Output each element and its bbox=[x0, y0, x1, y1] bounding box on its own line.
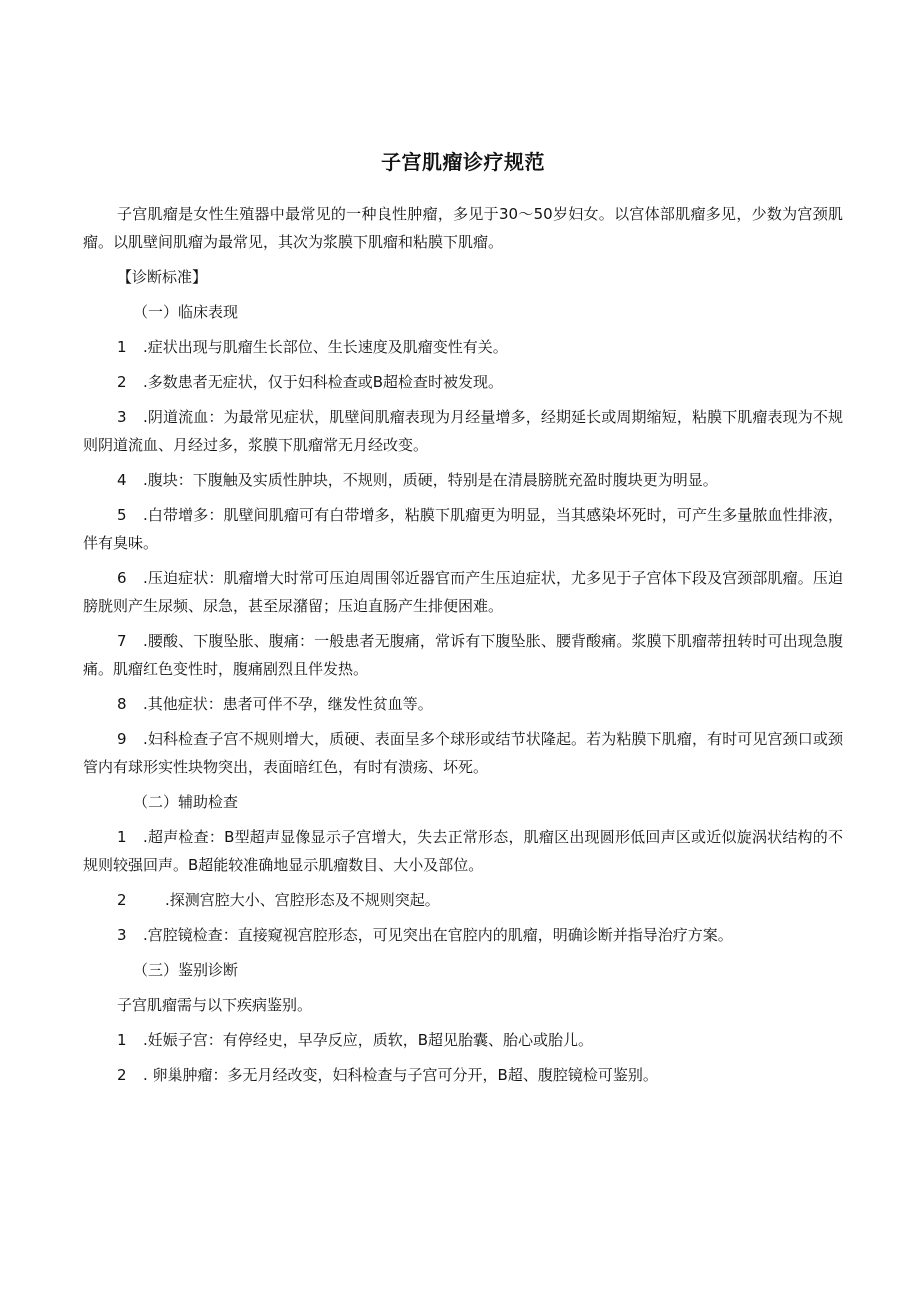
item-text: .阴道流血：为最常见症状，肌壁间肌瘤表现为月经量增多，经期延长或周期缩短，粘膜下肌瘤表现为不规则阴道流血、月经过多，浆膜下肌瘤常无月经改变。 bbox=[83, 408, 843, 454]
item-text: .多数患者无症状，仅于妇科检查或B超检查时被发现。 bbox=[143, 373, 504, 391]
item-number: 2 bbox=[117, 891, 127, 909]
auxiliary-item bbox=[83, 921, 843, 949]
clinical-item bbox=[83, 501, 843, 557]
clinical-item bbox=[83, 368, 843, 396]
item-number: 2 bbox=[117, 1066, 127, 1084]
document-body bbox=[83, 200, 843, 1096]
document-title: 子宫肌瘤诊疗规范 bbox=[381, 150, 545, 174]
item-number: 7 bbox=[117, 632, 127, 650]
item-text: .症状出现与肌瘤生长部位、生长速度及肌瘤变性有关。 bbox=[143, 338, 508, 356]
differential-intro: 子宫肌瘤需与以下疾病鉴别。 bbox=[117, 996, 313, 1014]
item-text: .探测宫腔大小、宫腔形态及不规则突起。 bbox=[165, 891, 440, 909]
item-number: 3 bbox=[117, 408, 127, 426]
auxiliary-item bbox=[83, 886, 843, 914]
auxiliary-heading: （二）辅助检查 bbox=[133, 793, 239, 811]
item-text: . 卵巢肿瘤：多无月经改变，妇科检查与子宫可分开，B超、腹腔镜检可鉴别。 bbox=[143, 1066, 658, 1084]
item-number: 2 bbox=[117, 373, 127, 391]
clinical-item bbox=[83, 333, 843, 361]
item-text: .白带增多：肌壁间肌瘤可有白带增多，粘膜下肌瘤更为明显，当其感染坏死时，可产生多量脓血性排液，伴有臭味。 bbox=[83, 506, 843, 552]
item-number: 6 bbox=[117, 569, 127, 587]
item-number: 8 bbox=[117, 695, 127, 713]
clinical-item bbox=[83, 690, 843, 718]
item-text: .妇科检查子宫不规则增大，质硬、表面呈多个球形或结节状隆起。若为粘膜下肌瘤，有时可见宫颈口或颈管内有球形实性块物突出，表面暗红色，有时有溃疡、坏死。 bbox=[83, 730, 843, 776]
item-text: .腹块：下腹触及实质性肿块，不规则，质硬，特别是在清晨膀胱充盈时腹块更为明显。 bbox=[143, 471, 718, 489]
item-text: .其他症状：患者可伴不孕，继发性贫血等。 bbox=[143, 695, 433, 713]
auxiliary-item bbox=[83, 823, 843, 879]
diagnosis-heading: 【诊断标准】 bbox=[117, 268, 208, 286]
item-number: 5 bbox=[117, 506, 127, 524]
item-text: .腰酸、下腹坠胀、腹痛：一般患者无腹痛，常诉有下腹坠胀、腰背酸痛。浆膜下肌瘤蒂扭转时可出现急腹痛。肌瘤红色变性时，腹痛剧烈且伴发热。 bbox=[83, 632, 843, 678]
item-text: .妊娠子宫：有停经史，早孕反应，质软，B超见胎囊、胎心或胎儿。 bbox=[143, 1031, 594, 1049]
item-text: .宫腔镜检查：直接窥视宫腔形态，可见突出在官腔内的肌瘤，明确诊断并指导治疗方案。 bbox=[143, 926, 733, 944]
clinical-item bbox=[83, 564, 843, 620]
differential-item bbox=[83, 1061, 843, 1089]
differential-heading: （三）鉴别诊断 bbox=[133, 961, 239, 979]
intro-paragraph: 子宫肌瘤是女性生殖器中最常见的一种良性肿瘤，多见于30～50岁妇女。以宫体部肌瘤多见，少数为宫颈肌瘤。以肌壁间肌瘤为最常见，其次为浆膜下肌瘤和粘膜下肌瘤。 bbox=[83, 205, 843, 251]
clinical-heading: （一）临床表现 bbox=[133, 303, 239, 321]
item-text: .压迫症状：肌瘤增大时常可压迫周围邻近器官而产生压迫症状，尤多见于子宫体下段及宫颈部肌瘤。压迫膀胱则产生尿频、尿急，甚至尿潴留；压迫直肠产生排便困难。 bbox=[83, 569, 843, 615]
item-number: 1 bbox=[117, 1031, 127, 1049]
item-number: 1 bbox=[117, 338, 127, 356]
clinical-item bbox=[83, 725, 843, 781]
item-number: 4 bbox=[117, 471, 127, 489]
clinical-item bbox=[83, 466, 843, 494]
differential-item bbox=[83, 1026, 843, 1054]
item-number: 9 bbox=[117, 730, 127, 748]
item-number: 1 bbox=[117, 828, 127, 846]
item-number: 3 bbox=[117, 926, 127, 944]
clinical-item bbox=[83, 403, 843, 459]
item-text: .超声检查：B型超声显像显示子宫增大，失去正常形态，肌瘤区出现圆形低回声区或近似旋涡状结构的不规则较强回声。B超能较准确地显示肌瘤数目、大小及部位。 bbox=[83, 828, 843, 874]
clinical-item bbox=[83, 627, 843, 683]
